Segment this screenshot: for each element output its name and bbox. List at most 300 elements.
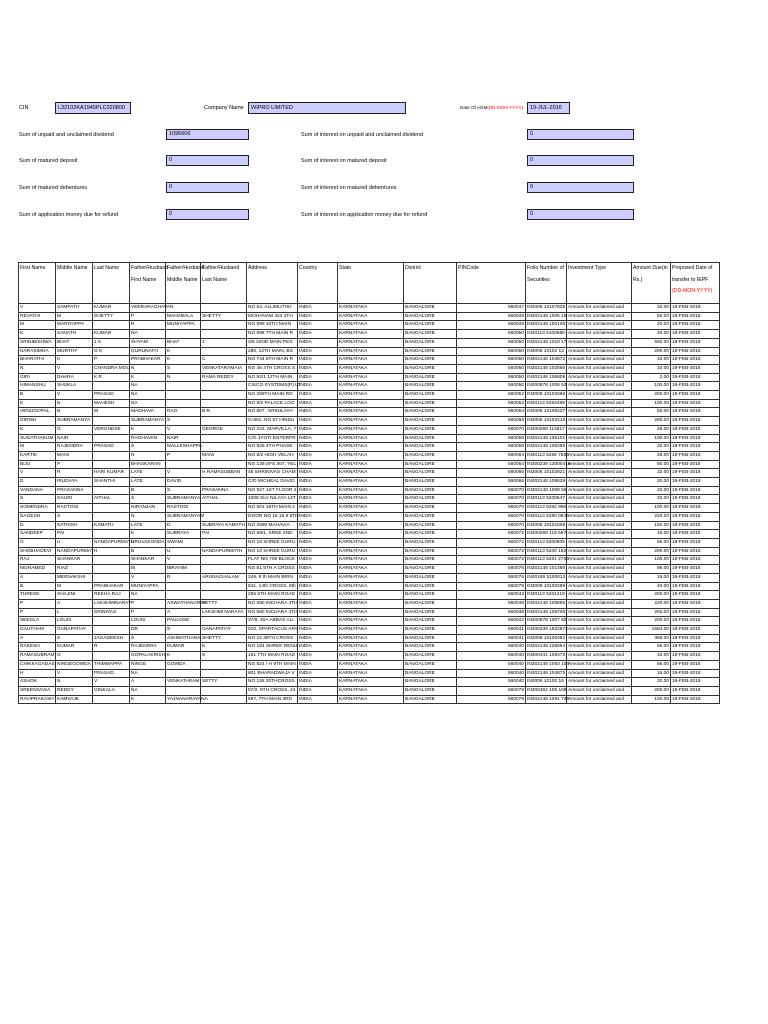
cell-father-last-name: [201, 582, 247, 591]
cell-father-first-name: DR: [130, 626, 166, 635]
cell-pincode: 560040: [457, 643, 526, 652]
cell-state: KARNATAKA: [338, 504, 404, 513]
cell-pincode: 560049: [457, 312, 526, 321]
cell-district: BANGALORE: [404, 634, 457, 643]
cell-father-first-name: B: [130, 486, 166, 495]
cell-father-middle-name: [166, 460, 201, 469]
cell-address: 841, 14th CROSS, 8th: [247, 582, 298, 591]
cell-pincode: 560072: [457, 556, 526, 565]
cell-first-name: NAGESH: [19, 512, 56, 521]
cell-investment-type: Amount for unclaimed and: [567, 408, 632, 417]
cell-folio-number: IN302148 102566: [526, 364, 567, 373]
cell-district: BANGALORE: [404, 373, 457, 382]
cell-investment-type: Amount for unclaimed and: [567, 608, 632, 617]
table-row: [19, 495, 720, 504]
interest-matured-debentures-field[interactable]: 0: [527, 182, 634, 193]
cell-father-last-name: B R: [201, 408, 247, 417]
header-father-middle-name: Father/Husband Middle Name: [166, 263, 201, 304]
cell-state: KARNATAKA: [338, 626, 404, 635]
cell-first-name: N: [19, 364, 56, 373]
matured-deposit-field[interactable]: 0: [166, 155, 249, 166]
cell-district: BANGALORE: [404, 347, 457, 356]
cell-address: NO.807, 'SRINILAYA': [247, 408, 298, 417]
cell-investment-type: Amount for unclaimed and: [567, 591, 632, 600]
cell-last-name: [93, 321, 130, 330]
cell-father-first-name: RAJENDRA: [130, 643, 166, 652]
table-row: [19, 425, 720, 434]
unpaid-dividend-label: Sum of unpaid and unclaimed dividend: [19, 132, 114, 138]
cell-district: BANGALORE: [404, 469, 457, 478]
cell-first-name: CHIKKAGADAS: [19, 660, 56, 669]
cell-last-name: PRASAD: [93, 443, 130, 452]
cell-folio-number: IN302148 1083 104: [526, 660, 567, 669]
cell-investment-type: Amount for unclaimed and: [567, 669, 632, 678]
cell-amount-due: 200.00: [632, 347, 671, 356]
cell-country: INDIA: [298, 547, 338, 556]
cell-investment-type: Amount for unclaimed and: [567, 304, 632, 313]
cell-father-middle-name: YAJNANARAYANA: [166, 695, 201, 704]
cell-father-last-name: [201, 382, 247, 391]
cell-father-last-name: S: [201, 652, 247, 661]
cell-district: BANGALORE: [404, 504, 457, 513]
cell-address: NO 139,SFS 407, YEL: [247, 460, 298, 469]
cell-first-name: K: [19, 425, 56, 434]
cell-father-first-name: B: [130, 547, 166, 556]
agm-date-field[interactable]: 19-JUL-2016: [527, 102, 570, 114]
cell-transfer-date: 19-FEB-2018: [671, 617, 720, 626]
cell-folio-number: IN30113 5261 2766: [526, 556, 567, 565]
cell-address: NO 999 10TH MAIN: [247, 321, 298, 330]
cell-country: INDIA: [298, 538, 338, 547]
cell-amount-due: 80.00: [632, 460, 671, 469]
table-row: [19, 451, 720, 460]
cell-district: BANGALORE: [404, 626, 457, 635]
cell-father-middle-name: K: [166, 356, 201, 365]
cell-last-name: [93, 695, 130, 704]
cell-middle-name: NAIR: [56, 434, 93, 443]
cell-father-last-name: RAMA REDDY: [201, 373, 247, 382]
cell-father-last-name: J: [201, 338, 247, 347]
cell-address: 37/8, 40A ABBAS ALI: [247, 617, 298, 626]
table-row: [19, 617, 720, 626]
cell-father-last-name: [201, 686, 247, 695]
cell-district: BANGALORE: [404, 443, 457, 452]
cell-father-middle-name: K: [166, 347, 201, 356]
cell-middle-name: R: [56, 469, 93, 478]
cell-father-first-name: K: [130, 530, 166, 539]
cell-amount-due: 40.00: [632, 582, 671, 591]
cell-amount-due: 32.00: [632, 304, 671, 313]
cell-transfer-date: 19-FEB-2018: [671, 391, 720, 400]
header-father-first-name: Father/Husband First Name: [130, 263, 166, 304]
cell-state: KARNATAKA: [338, 338, 404, 347]
cell-folio-number: IN302148 1091 746: [526, 695, 567, 704]
table-row: [19, 669, 720, 678]
cell-last-name: G K: [93, 347, 130, 356]
cell-folio-number: IN3006 10100452: [526, 634, 567, 643]
cell-transfer-date: 19-FEB-2018: [671, 451, 720, 460]
cell-father-first-name: URUVAKONDA: [130, 538, 166, 547]
cell-pincode: 560048: [457, 608, 526, 617]
cell-father-last-name: ARUNACHALAM: [201, 573, 247, 582]
cell-father-last-name: [201, 417, 247, 426]
cell-pincode: 560064: [457, 460, 526, 469]
cell-middle-name: MARIYAPPA: [56, 321, 93, 330]
cell-father-last-name: SUBRAYA KAMATH: [201, 521, 247, 530]
cell-amount-due: 96.00: [632, 565, 671, 574]
cell-investment-type: Amount for unclaimed and: [567, 451, 632, 460]
cell-investment-type: Amount for unclaimed and: [567, 599, 632, 608]
cell-father-first-name: A: [130, 678, 166, 687]
cell-father-middle-name: V: [166, 469, 201, 478]
cell-father-first-name: M: [130, 565, 166, 574]
cell-state: KARNATAKA: [338, 425, 404, 434]
cell-father-middle-name: IBRAHIM: [166, 565, 201, 574]
cell-first-name: RAKESH: [19, 643, 56, 652]
cell-folio-number: IN300269 119 597: [526, 530, 567, 539]
cell-father-last-name: C: [201, 356, 247, 365]
cin-field[interactable]: L32102KA1945PLC020800: [55, 102, 131, 114]
cell-country: INDIA: [298, 617, 338, 626]
cell-middle-name: SHANKAR: [56, 556, 93, 565]
cell-district: BANGALORE: [404, 495, 457, 504]
cell-middle-name: SATHISH: [56, 521, 93, 530]
cell-state: KARNATAKA: [338, 312, 404, 321]
cell-father-first-name: LOUIS: [130, 617, 166, 626]
cell-investment-type: Amount for unclaimed and: [567, 330, 632, 339]
table-row: [19, 626, 720, 635]
cell-pincode: 560047: [457, 304, 526, 313]
cell-father-middle-name: MALLESHAPPA: [166, 443, 201, 452]
cell-pincode: 560070: [457, 486, 526, 495]
cell-address: 1008 SLV NILAYA 14T: [247, 495, 298, 504]
table-row: [19, 486, 720, 495]
cell-middle-name: SHUKLA: [56, 382, 93, 391]
cell-pincode: 560050: [457, 338, 526, 347]
cell-middle-name: P: [56, 460, 93, 469]
investor-table: [18, 262, 720, 704]
cell-amount-due: 100.00: [632, 504, 671, 513]
cell-transfer-date: 19-FEB-2018: [671, 364, 720, 373]
cell-middle-name: N: [56, 678, 93, 687]
cell-transfer-date: 19-FEB-2018: [671, 356, 720, 365]
cell-investment-type: Amount for unclaimed and: [567, 486, 632, 495]
cell-country: INDIA: [298, 678, 338, 687]
cell-district: BANGALORE: [404, 338, 457, 347]
cell-transfer-date: 19-FEB-2018: [671, 469, 720, 478]
interest-unpaid-dividend-field[interactable]: 0: [527, 129, 634, 140]
cell-country: INDIA: [298, 652, 338, 661]
cell-last-name: [93, 617, 130, 626]
matured-deposit-label: Sum of matured deposit: [19, 158, 78, 164]
cell-father-middle-name: SUBRAMANYAM: [166, 512, 201, 521]
cell-father-last-name: SHETTY: [201, 634, 247, 643]
cell-folio-number: IN302148 100106: [526, 321, 567, 330]
cell-father-first-name: NA: [130, 686, 166, 695]
cell-father-last-name: [201, 304, 247, 313]
cell-transfer-date: 19-FEB-2018: [671, 486, 720, 495]
cell-country: INDIA: [298, 582, 338, 591]
cell-address: NO 59/1, SREE 2ND: [247, 530, 298, 539]
cell-pincode: 560078: [457, 695, 526, 704]
cell-pincode: 560066: [457, 417, 526, 426]
cell-address: NO 18 SHREE GURU: [247, 547, 298, 556]
cell-first-name: A: [19, 573, 56, 582]
cell-father-last-name: [201, 399, 247, 408]
cell-district: BANGALORE: [404, 425, 457, 434]
cell-pincode: 560072: [457, 530, 526, 539]
cell-folio-number: IN302148 106695: [526, 599, 567, 608]
cell-address: 57/2, 5TH CROSS, 24: [247, 686, 298, 695]
header-address: Address: [247, 263, 298, 304]
cell-folio-number: IN30113 5200806: [526, 538, 567, 547]
cell-folio-number: IN302148 1089 56: [526, 486, 567, 495]
cell-first-name: GIRISH: [19, 417, 56, 426]
cell-father-first-name: NINGE: [130, 660, 166, 669]
cell-last-name: [93, 382, 130, 391]
cell-investment-type: Amount for unclaimed and: [567, 460, 632, 469]
cell-middle-name: KUMAR: [56, 643, 93, 652]
cell-father-first-name: N: [130, 512, 166, 521]
cell-last-name: KUMAR: [93, 330, 130, 339]
cell-country: INDIA: [298, 530, 338, 539]
cell-district: BANGALORE: [404, 330, 457, 339]
cell-first-name: SANDEEP: [19, 530, 56, 539]
table-row: [19, 530, 720, 539]
matured-debentures-field[interactable]: 0: [166, 182, 249, 193]
cell-country: INDIA: [298, 469, 338, 478]
cell-state: KARNATAKA: [338, 643, 404, 652]
cell-district: BANGALORE: [404, 512, 457, 521]
cell-district: BANGALORE: [404, 547, 457, 556]
cell-state: KARNATAKA: [338, 634, 404, 643]
cell-first-name: REVATHI: [19, 312, 56, 321]
cell-address: 280, 12TH MAIN, BS: [247, 347, 298, 356]
cell-pincode: 560050: [457, 382, 526, 391]
cell-district: BANGALORE: [404, 478, 457, 487]
cell-last-name: KAMATH: [93, 521, 130, 530]
cell-father-first-name: K: [130, 695, 166, 704]
cell-address: NO 15 38TH CROSS: [247, 634, 298, 643]
header-state: State: [338, 263, 404, 304]
cell-father-first-name: NIRANJAN: [130, 504, 166, 513]
cell-middle-name: REDDY: [56, 686, 93, 695]
cell-district: BANGALORE: [404, 617, 457, 626]
cell-last-name: [93, 434, 130, 443]
cell-address: 256 6TH MAIN ROAD: [247, 591, 298, 600]
interest-application-money-label: Sum of interest on application money due for refund: [301, 212, 428, 218]
table-row: [19, 678, 720, 687]
interest-matured-deposit-field[interactable]: 0: [527, 155, 634, 166]
cell-last-name: VERGHESE: [93, 425, 130, 434]
application-money-label: Sum of application money due for refund: [19, 212, 119, 218]
cell-state: KARNATAKA: [338, 530, 404, 539]
cell-country: INDIA: [298, 443, 338, 452]
cell-pincode: 560040: [457, 652, 526, 661]
cell-first-name: D: [19, 478, 56, 487]
cell-last-name: [93, 417, 130, 426]
cell-investment-type: Amount for unclaimed and: [567, 573, 632, 582]
interest-application-money-field[interactable]: 0: [527, 209, 634, 220]
cell-country: INDIA: [298, 695, 338, 704]
cell-first-name: D: [19, 521, 56, 530]
cell-father-middle-name: [166, 591, 201, 600]
cell-district: BANGALORE: [404, 486, 457, 495]
cell-father-middle-name: U: [166, 547, 201, 556]
company-name-field[interactable]: WIPRO LIMITED: [248, 102, 406, 114]
cell-country: INDIA: [298, 512, 338, 521]
cell-amount-due: 100.00: [632, 382, 671, 391]
table-row: [19, 364, 720, 373]
cell-address: NO 998 7TH MAIN R: [247, 330, 298, 339]
cell-middle-name: V: [56, 364, 93, 373]
cell-last-name: [93, 556, 130, 565]
cell-father-middle-name: DAVID: [166, 478, 201, 487]
header-last-name: Last Name: [93, 263, 130, 304]
cell-father-last-name: [201, 591, 247, 600]
cell-country: INDIA: [298, 626, 338, 635]
cell-last-name: R: [93, 643, 130, 652]
cell-transfer-date: 19-FEB-2018: [671, 538, 720, 547]
cell-district: BANGALORE: [404, 356, 457, 365]
cell-father-first-name: N: [130, 364, 166, 373]
cell-father-first-name: S: [130, 443, 166, 452]
cell-investment-type: Amount for unclaimed and: [567, 660, 632, 669]
cell-investment-type: Amount for unclaimed and: [567, 312, 632, 321]
cell-first-name: S: [19, 495, 56, 504]
cell-last-name: KUMAR: [93, 304, 130, 313]
cell-middle-name: S: [56, 512, 93, 521]
table-row: [19, 391, 720, 400]
cell-address: NO 2590 MAHAVIA: [247, 521, 298, 530]
cell-folio-number: IN30113 5100686: [526, 330, 567, 339]
cell-address: NO 92/1 12TH MAIN: [247, 373, 298, 382]
cell-state: KARNATAKA: [338, 521, 404, 530]
cell-investment-type: Amount for unclaimed and: [567, 347, 632, 356]
cell-amount-due: 40.00: [632, 330, 671, 339]
cell-pincode: 560048: [457, 599, 526, 608]
cell-pincode: 560070: [457, 495, 526, 504]
cell-transfer-date: 19-FEB-2018: [671, 425, 720, 434]
cell-state: KARNATAKA: [338, 451, 404, 460]
cell-last-name: P: [93, 356, 130, 365]
cell-folio-number: IN302148 106706: [526, 608, 567, 617]
cell-district: BANGALORE: [404, 451, 457, 460]
cell-state: KARNATAKA: [338, 686, 404, 695]
cell-first-name: K: [19, 330, 56, 339]
cell-transfer-date: 19-FEB-2018: [671, 556, 720, 565]
cell-amount-due: 100.00: [632, 434, 671, 443]
cell-father-first-name: K: [130, 425, 166, 434]
cell-middle-name: N: [56, 399, 93, 408]
unpaid-dividend-field[interactable]: 1096606: [166, 129, 249, 140]
table-row: [19, 599, 720, 608]
cell-last-name: NANDAPURMATH: [93, 538, 130, 547]
cell-address: NO 61 5TH A CROSS: [247, 565, 298, 574]
cell-amount-due: 100.00: [632, 399, 671, 408]
cell-amount-due: 20.00: [632, 321, 671, 330]
cell-folio-number: IN300878 1006 53: [526, 382, 567, 391]
cell-district: BANGALORE: [404, 660, 457, 669]
cell-pincode: 560078: [457, 686, 526, 695]
cell-father-last-name: H RAMASUBBAN: [201, 469, 247, 478]
cell-amount-due: 26.00: [632, 451, 671, 460]
cell-middle-name: M: [56, 582, 93, 591]
cell-amount-due: 16.00: [632, 530, 671, 539]
cell-amount-due: 2.00: [632, 373, 671, 382]
cell-transfer-date: 19-FEB-2018: [671, 304, 720, 313]
cell-father-first-name: S: [130, 495, 166, 504]
cell-transfer-date: 19-FEB-2018: [671, 573, 720, 582]
cell-father-first-name: BHASKARAN: [130, 460, 166, 469]
cell-investment-type: Amount for unclaimed and: [567, 338, 632, 347]
cell-district: BANGALORE: [404, 591, 457, 600]
cell-father-middle-name: [166, 686, 201, 695]
cell-father-last-name: [201, 556, 247, 565]
table-row: [19, 634, 720, 643]
cell-amount-due: 200.00: [632, 391, 671, 400]
cell-first-name: V: [19, 304, 56, 313]
table-row: [19, 582, 720, 591]
cell-father-middle-name: V: [166, 556, 201, 565]
cell-middle-name: GAURI: [56, 495, 93, 504]
cell-father-last-name: PRASANNA: [201, 486, 247, 495]
cell-father-first-name: PRABHAKAR: [130, 356, 166, 365]
cell-state: KARNATAKA: [338, 617, 404, 626]
cell-country: INDIA: [298, 391, 338, 400]
cell-state: KARNATAKA: [338, 538, 404, 547]
cell-father-middle-name: P: [166, 451, 201, 460]
cell-address: 161 7TH MAIN ROAD: [247, 652, 298, 661]
cell-folio-number: IN302148 104672: [526, 356, 567, 365]
cell-father-last-name: [201, 538, 247, 547]
cell-address: 801 BHARADWAJA V: [247, 669, 298, 678]
cell-country: INDIA: [298, 565, 338, 574]
cell-state: KARNATAKA: [338, 495, 404, 504]
cell-investment-type: Amount for unclaimed and: [567, 495, 632, 504]
table-row: [19, 373, 720, 382]
cell-middle-name: BHAT: [56, 338, 93, 347]
cell-amount-due: 192.00: [632, 521, 671, 530]
cell-father-first-name: R: [130, 321, 166, 330]
cell-country: INDIA: [298, 556, 338, 565]
cell-father-first-name: K: [130, 373, 166, 382]
table-row: [19, 356, 720, 365]
cell-country: INDIA: [298, 356, 338, 365]
cell-last-name: [93, 512, 130, 521]
cell-country: INDIA: [298, 338, 338, 347]
cell-address: NO 927 1ST FLOOR 2: [247, 486, 298, 495]
cell-country: INDIA: [298, 495, 338, 504]
cell-address: NO 8/2 PALACE LOO: [247, 399, 298, 408]
cell-father-middle-name: S: [166, 417, 201, 426]
cell-address: G-801, NO 67 HINDU: [247, 417, 298, 426]
cell-state: KARNATAKA: [338, 669, 404, 678]
cell-father-last-name: GANAPATHY: [201, 626, 247, 635]
application-money-field[interactable]: 0: [166, 209, 249, 220]
cell-district: BANGALORE: [404, 460, 457, 469]
cell-investment-type: Amount for unclaimed and: [567, 556, 632, 565]
cell-state: KARNATAKA: [338, 443, 404, 452]
cell-folio-number: IN30113 5266 7586: [526, 451, 567, 460]
cell-middle-name: M: [56, 312, 93, 321]
cell-state: KARNATAKA: [338, 608, 404, 617]
cell-investment-type: Amount for unclaimed and: [567, 478, 632, 487]
cell-state: KARNATAKA: [338, 347, 404, 356]
cell-father-last-name: [201, 504, 247, 513]
cell-middle-name: SUBRAMANYA: [56, 417, 93, 426]
cell-state: KARNATAKA: [338, 382, 404, 391]
